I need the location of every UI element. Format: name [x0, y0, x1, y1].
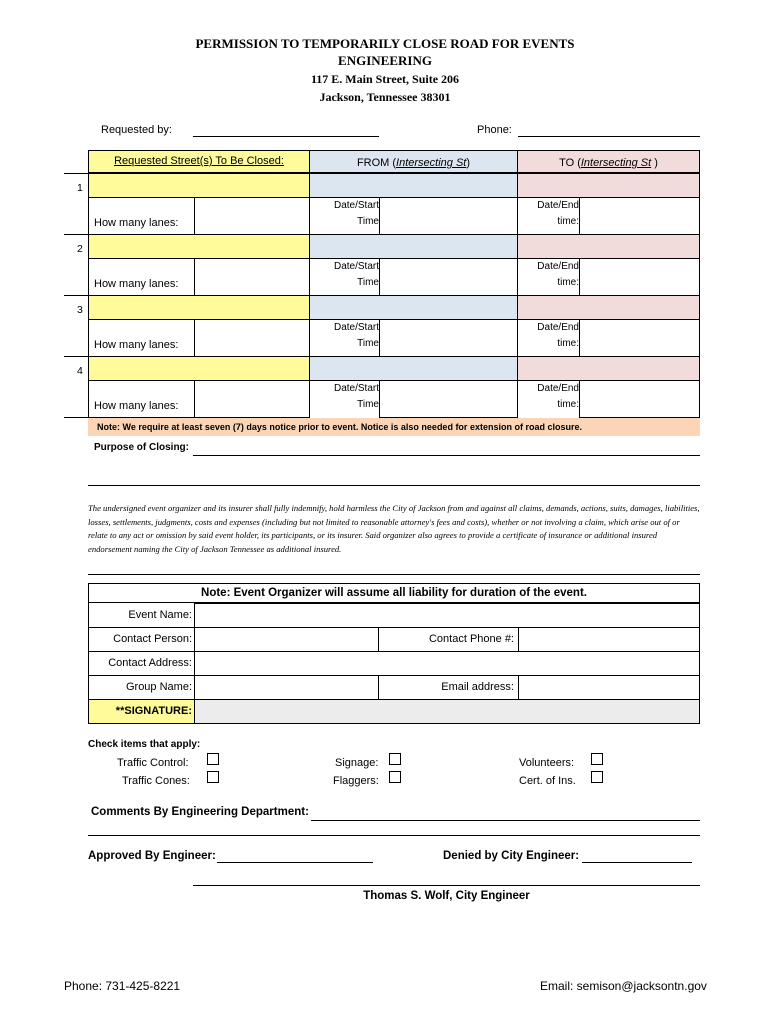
flaggers-checkbox[interactable]	[389, 771, 401, 783]
purpose-label: Purpose of Closing:	[94, 442, 189, 453]
street-name-field[interactable]	[88, 173, 310, 198]
comments-label: Comments By Engineering Department:	[91, 806, 309, 818]
volunteers-checkbox[interactable]	[591, 753, 603, 765]
to-street-field[interactable]	[517, 173, 700, 198]
organizer-note: Note: Event Organizer will assume all liability for duration of the event.	[89, 584, 699, 603]
end-time-label-1: Date/End	[537, 383, 579, 394]
lanes-count-field[interactable]	[194, 380, 310, 418]
signage-label: Signage:	[335, 757, 379, 769]
lanes-label: How many lanes:	[94, 400, 179, 412]
engineer-signature-line[interactable]	[193, 885, 700, 886]
flaggers-label: Flaggers:	[333, 775, 379, 787]
end-time-label-1: Date/End	[537, 322, 579, 333]
contact-phone-label: Contact Phone #:	[428, 633, 514, 645]
street-name-field[interactable]	[88, 356, 310, 381]
lanes-label: How many lanes:	[94, 278, 179, 290]
contact-address-label: Contact Address:	[108, 657, 192, 669]
approved-label: Approved By Engineer:	[88, 850, 216, 862]
end-time-label-2: time:	[557, 216, 579, 227]
column-divider	[309, 258, 310, 296]
requested-by-field[interactable]	[193, 136, 379, 137]
lanes-label-cell	[88, 258, 195, 296]
start-datetime-field[interactable]	[379, 319, 518, 357]
end-time-label-2: time:	[557, 399, 579, 410]
start-time-label-1: Date/Start	[333, 200, 379, 211]
form-title: PERMISSION TO TEMPORARILY CLOSE ROAD FOR EVENTS	[195, 36, 575, 51]
end-datetime-field[interactable]	[579, 258, 700, 296]
check-items-title: Check items that apply:	[88, 739, 201, 750]
start-time-label-2: Time	[357, 399, 379, 410]
street-header-text: Requested Street(s) To Be Closed:	[114, 155, 284, 167]
contact-address-field[interactable]	[194, 651, 700, 676]
from-column-header	[309, 150, 518, 173]
column-divider	[309, 380, 310, 418]
traffic-cones-checkbox[interactable]	[207, 771, 219, 783]
from-header-intersecting: Intersecting St	[396, 157, 467, 169]
to-header-intersecting: Intersecting St	[580, 157, 652, 169]
from-header-prefix: FROM (	[356, 157, 397, 169]
cert-ins-checkbox[interactable]	[591, 771, 603, 783]
to-column-header	[517, 150, 700, 173]
column-divider	[309, 197, 310, 235]
indemnity-rule	[88, 574, 700, 575]
signature-field[interactable]	[194, 699, 700, 724]
comments-field-line-2[interactable]	[88, 835, 700, 836]
start-datetime-field[interactable]	[379, 380, 518, 418]
contact-person-field[interactable]	[194, 627, 379, 652]
end-time-label-2: time:	[557, 338, 579, 349]
end-time-label-1: Date/End	[537, 200, 579, 211]
comments-field-line-1[interactable]	[311, 820, 700, 821]
end-time-label-2: time:	[557, 277, 579, 288]
row-bracket-line	[64, 356, 88, 357]
column-divider	[517, 197, 518, 235]
contact-phone-field[interactable]	[518, 627, 700, 652]
end-datetime-field[interactable]	[579, 319, 700, 357]
indemnity-clause: The undersigned event organizer and its insurer shall fully indemnify, hold harmless the City of Jackson from and against all claims, demands, actions, suits, damages, liabilities, losses, settlements, judgments, costs and expenses (including but not limited to reasonable attorney's fees and costs), whether or not involving a claim, which arise out of or relate to any act or omission by said event holder, its participants, or its insurer. Said organizer also agrees to provide a certificate of insurance or additional insured endorsement naming the City of Jackson Tennessee as additional insured.	[88, 503, 700, 554]
lanes-label-cell	[88, 197, 195, 235]
end-time-label-1: Date/End	[537, 261, 579, 272]
lanes-label-cell	[88, 380, 195, 418]
address-line-1: 117 E. Main Street, Suite 206	[310, 72, 460, 86]
signature-label: **SIGNATURE:	[115, 705, 192, 717]
row-bracket-line	[64, 295, 88, 296]
from-header-suffix: )	[466, 157, 471, 169]
street-name-field[interactable]	[88, 295, 310, 320]
group-name-label: Group Name:	[125, 681, 192, 693]
column-divider	[517, 258, 518, 296]
event-name-field[interactable]	[194, 603, 700, 628]
column-divider	[517, 319, 518, 357]
signature-label-cell	[89, 700, 194, 723]
from-street-field[interactable]	[309, 356, 518, 381]
start-time-label-1: Date/Start	[333, 322, 379, 333]
approved-signature-field[interactable]	[217, 862, 373, 863]
traffic-cones-label: Traffic Cones:	[122, 775, 190, 787]
to-street-field[interactable]	[517, 356, 700, 381]
phone-field[interactable]	[518, 136, 700, 137]
row-bracket-line	[64, 417, 88, 418]
purpose-field-line-2[interactable]	[88, 485, 700, 486]
street-name-field[interactable]	[88, 234, 310, 259]
start-time-label-2: Time	[357, 216, 379, 227]
department-name: ENGINEERING	[338, 53, 432, 68]
volunteers-label: Volunteers:	[519, 757, 575, 769]
to-street-field[interactable]	[517, 295, 700, 320]
start-datetime-field[interactable]	[379, 197, 518, 235]
to-header-prefix: TO (	[559, 157, 581, 169]
denied-label: Denied by City Engineer:	[443, 850, 580, 862]
street-column-header	[88, 150, 310, 173]
group-name-field[interactable]	[194, 675, 379, 700]
lanes-count-field[interactable]	[194, 258, 310, 296]
start-time-label-1: Date/Start	[333, 261, 379, 272]
column-divider	[309, 319, 310, 357]
to-header-suffix: )	[651, 157, 658, 169]
row-number: 1	[77, 182, 83, 194]
from-street-field[interactable]	[309, 234, 518, 259]
lanes-label-cell	[88, 319, 195, 357]
end-datetime-field[interactable]	[579, 380, 700, 418]
row-number: 3	[77, 304, 83, 316]
traffic-control-checkbox[interactable]	[207, 753, 219, 765]
lanes-count-field[interactable]	[194, 319, 310, 357]
lanes-label: How many lanes:	[94, 217, 179, 229]
phone-label: Phone:	[477, 124, 512, 136]
start-time-label-2: Time	[357, 338, 379, 349]
denied-signature-field[interactable]	[582, 862, 692, 863]
contact-person-label: Contact Person:	[113, 633, 192, 645]
footer-phone: Phone: 731-425-8221	[64, 979, 181, 993]
start-time-label-1: Date/Start	[333, 383, 379, 394]
start-time-label-2: Time	[357, 277, 379, 288]
row-bracket-line	[64, 173, 88, 174]
to-street-field[interactable]	[517, 234, 700, 259]
row-number: 4	[77, 365, 83, 377]
notice-text: Note: We require at least seven (7) days notice prior to event. Notice is also needed for extension of road closure.	[97, 422, 582, 432]
engineer-name: Thomas S. Wolf, City Engineer	[363, 890, 530, 902]
purpose-field-line-1[interactable]	[193, 455, 700, 456]
lanes-count-field[interactable]	[194, 197, 310, 235]
event-name-label: Event Name:	[128, 609, 192, 621]
email-field[interactable]	[518, 675, 700, 700]
lanes-label: How many lanes:	[94, 339, 179, 351]
address-line-2: Jackson, Tennessee 38301	[319, 90, 451, 104]
end-datetime-field[interactable]	[579, 197, 700, 235]
column-divider	[517, 380, 518, 418]
signage-checkbox[interactable]	[389, 753, 401, 765]
traffic-control-label: Traffic Control:	[117, 757, 189, 769]
notice-bar	[88, 418, 700, 436]
row-bracket-line	[64, 234, 88, 235]
email-label: Email address:	[441, 681, 514, 693]
requested-by-label: Requested by:	[101, 124, 172, 136]
from-street-field[interactable]	[309, 295, 518, 320]
from-street-field[interactable]	[309, 173, 518, 198]
row-number: 2	[77, 243, 83, 255]
start-datetime-field[interactable]	[379, 258, 518, 296]
cert-ins-label: Cert. of Ins.	[519, 775, 576, 787]
footer-email: Email: semison@jacksontn.gov	[540, 979, 707, 993]
